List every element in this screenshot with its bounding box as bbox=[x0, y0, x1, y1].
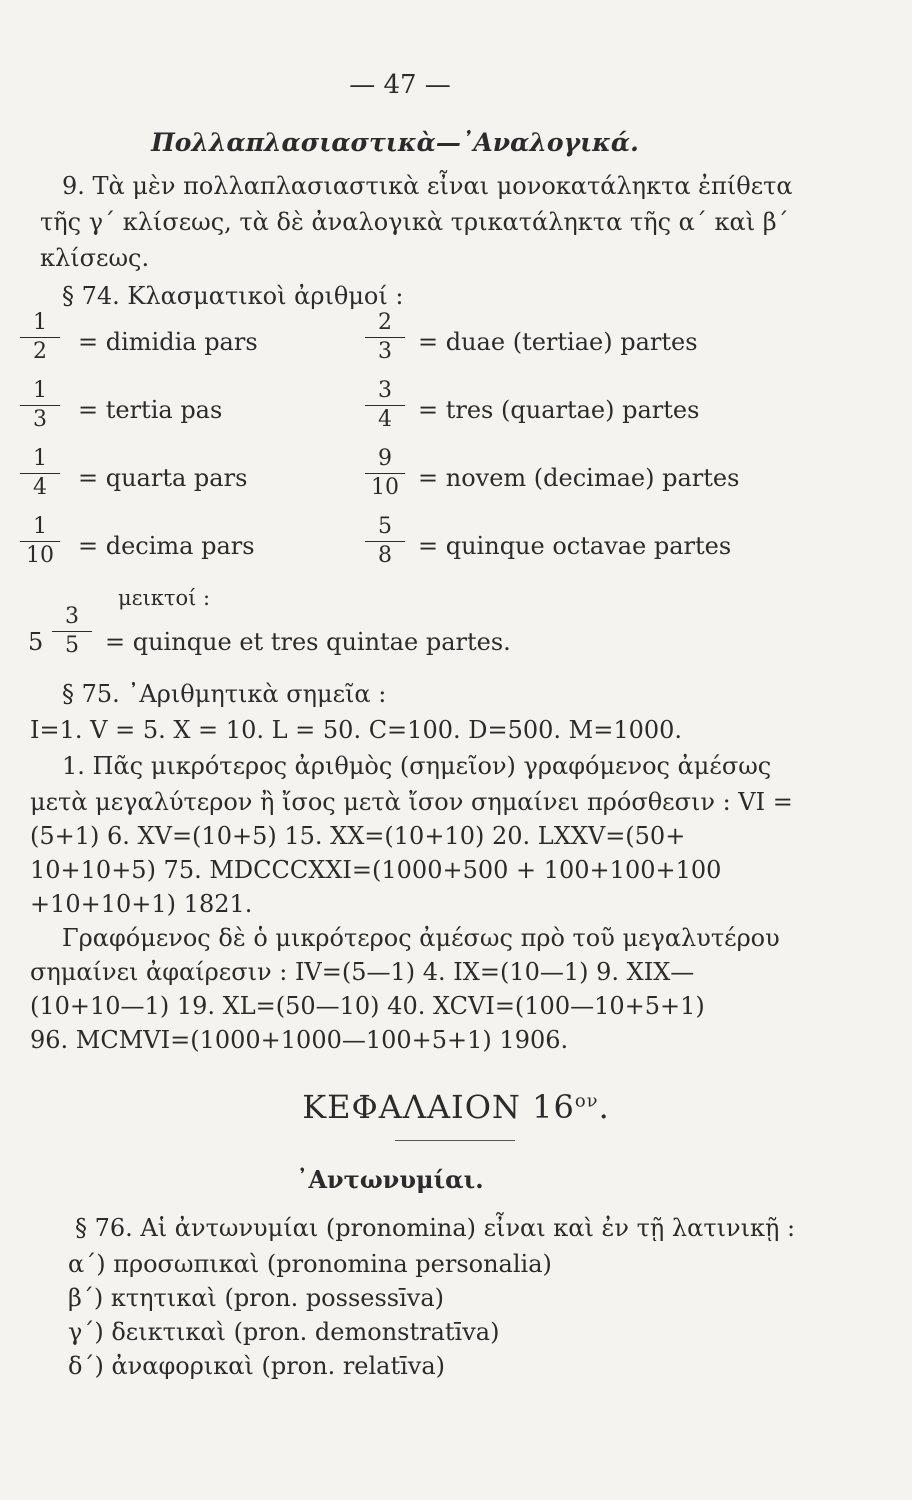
fraction-denominator: 10 bbox=[371, 475, 399, 500]
fraction-right-3-label: = novem (decimae) partes bbox=[418, 464, 740, 492]
rule2-line1: Γραφόμενος δὲ ὁ μικρότερος ἀμέσως πρὸ τοῦ μεγαλυτέρου bbox=[62, 924, 780, 952]
mixed-label: = quinque et tres quintae partes. bbox=[105, 628, 511, 656]
fraction-bar bbox=[365, 473, 405, 474]
fraction-numerator: 1 bbox=[33, 310, 47, 335]
fraction-denominator: 2 bbox=[33, 339, 47, 364]
fraction-bar bbox=[20, 541, 60, 542]
fraction-denominator: 8 bbox=[378, 543, 392, 568]
fraction-numerator: 9 bbox=[378, 446, 392, 471]
fraction-numerator: 1 bbox=[33, 378, 47, 403]
fraction-right-2 bbox=[365, 380, 405, 431]
fraction-left-4-label: = decima pars bbox=[78, 532, 255, 560]
fraction-right-1 bbox=[365, 312, 405, 363]
mixed-fraction bbox=[52, 606, 92, 657]
fraction-numerator: 2 bbox=[378, 310, 392, 335]
chapter-heading bbox=[0, 1088, 912, 1126]
page-number: — 47 — bbox=[349, 70, 451, 100]
s74-heading: § 74. Κλασματικοὶ ἀριθμοί : bbox=[62, 282, 404, 310]
s76-item-4: δ΄) ἀναφορικαὶ (pron. relatīva) bbox=[68, 1352, 446, 1380]
fraction-bar bbox=[365, 405, 405, 406]
fraction-bar bbox=[20, 337, 60, 338]
fraction-denominator: 5 bbox=[65, 633, 79, 658]
chapter-heading-text: ΚΕΦΑΛΑΙΟΝ 16 bbox=[302, 1088, 575, 1126]
para9-line3: κλίσεως. bbox=[40, 244, 150, 272]
fraction-right-2-label: = tres (quartae) partes bbox=[418, 396, 700, 424]
fraction-right-4 bbox=[365, 516, 405, 567]
fraction-right-3 bbox=[365, 448, 405, 499]
fraction-left-3-label: = quarta pars bbox=[78, 464, 248, 492]
s76-item-3: γ΄) δεικτικαὶ (pron. demonstratīva) bbox=[68, 1318, 500, 1346]
mixed-whole: 5 bbox=[28, 628, 44, 656]
section-title: Πολλαπλασιαστικὰ—᾿Αναλογικά. bbox=[151, 128, 639, 157]
fraction-left-3 bbox=[20, 448, 60, 499]
para9-line1: 9. Τὰ μὲν πολλαπλασιαστικὰ εἶναι μονοκατάληκτα ἐπίθετα bbox=[62, 172, 793, 200]
fraction-bar bbox=[365, 337, 405, 338]
fraction-numerator: 3 bbox=[378, 378, 392, 403]
fraction-left-1-label: = dimidia pars bbox=[78, 328, 258, 356]
s75-values: I=1. V = 5. X = 10. L = 50. C=100. D=500. M=1000. bbox=[30, 716, 683, 744]
s76-item-1: α΄) προσωπικαὶ (pronomina personalia) bbox=[68, 1250, 552, 1278]
fraction-bar bbox=[20, 473, 60, 474]
fraction-bar bbox=[20, 405, 60, 406]
rule1-line5: +10+10+1) 1821. bbox=[30, 890, 253, 918]
fraction-bar bbox=[52, 631, 92, 632]
fraction-denominator: 4 bbox=[33, 475, 47, 500]
fraction-right-1-label: = duae (tertiae) partes bbox=[418, 328, 698, 356]
s76-line1: § 76. Αἱ ἀντωνυμίαι (pronomina) εἶναι καὶ ἐν τῇ λατινικῇ : bbox=[75, 1214, 796, 1242]
fraction-denominator: 3 bbox=[378, 339, 392, 364]
rule1-line3: (5+1) 6. XV=(10+5) 15. XX=(10+10) 20. LXXV=(50+ bbox=[30, 822, 686, 850]
rule1-line4: 10+10+5) 75. MDCCCXXI=(1000+500 + 100+100+100 bbox=[30, 856, 722, 884]
fraction-numerator: 5 bbox=[378, 514, 392, 539]
fraction-numerator: 1 bbox=[33, 514, 47, 539]
fraction-numerator: 3 bbox=[65, 604, 79, 629]
rule1-line1: 1. Πᾶς μικρότερος ἀριθμὸς (σημεῖον) γραφόμενος ἀμέσως bbox=[62, 752, 772, 780]
s76-item-2: β΄) κτητικαὶ (pron. possessīva) bbox=[68, 1284, 445, 1312]
fraction-bar bbox=[365, 541, 405, 542]
mixed-heading: μεικτοί : bbox=[118, 586, 211, 610]
fraction-left-1 bbox=[20, 312, 60, 363]
rule1-line2: μετὰ μεγαλύτερον ἢ ἴσος μετὰ ἴσον σημαίνει πρόσθεσιν : VI = bbox=[30, 788, 793, 816]
fraction-denominator: 10 bbox=[26, 543, 54, 568]
fraction-left-2-label: = tertia pas bbox=[78, 396, 223, 424]
s75-heading: § 75. ᾿Αριθμητικὰ σημεῖα : bbox=[62, 680, 387, 708]
fraction-left-2 bbox=[20, 380, 60, 431]
fraction-right-4-label: = quinque octavae partes bbox=[418, 532, 732, 560]
chapter-subtitle: ᾿Αντωνυμίαι. bbox=[296, 1165, 484, 1194]
fraction-denominator: 3 bbox=[33, 407, 47, 432]
chapter-heading-end: . bbox=[598, 1088, 610, 1126]
divider-rule bbox=[395, 1140, 515, 1141]
rule2-line4: 96. MCMVI=(1000+1000—100+5+1) 1906. bbox=[30, 1026, 569, 1054]
para9-line2: τῆς γ΄ κλίσεως, τὰ δὲ ἀναλογικὰ τρικατάληκτα τῆς α΄ καὶ β΄ bbox=[40, 208, 789, 236]
fraction-denominator: 4 bbox=[378, 407, 392, 432]
fraction-left-4 bbox=[20, 516, 60, 567]
rule2-line3: (10+10—1) 19. XL=(50—10) 40. XCVI=(100—10+5+1) bbox=[30, 992, 705, 1020]
fraction-numerator: 1 bbox=[33, 446, 47, 471]
rule2-line2: σημαίνει ἀφαίρεσιν : IV=(5—1) 4. IX=(10—1) 9. XIX— bbox=[30, 958, 695, 986]
chapter-heading-suffix: ον bbox=[574, 1090, 599, 1112]
